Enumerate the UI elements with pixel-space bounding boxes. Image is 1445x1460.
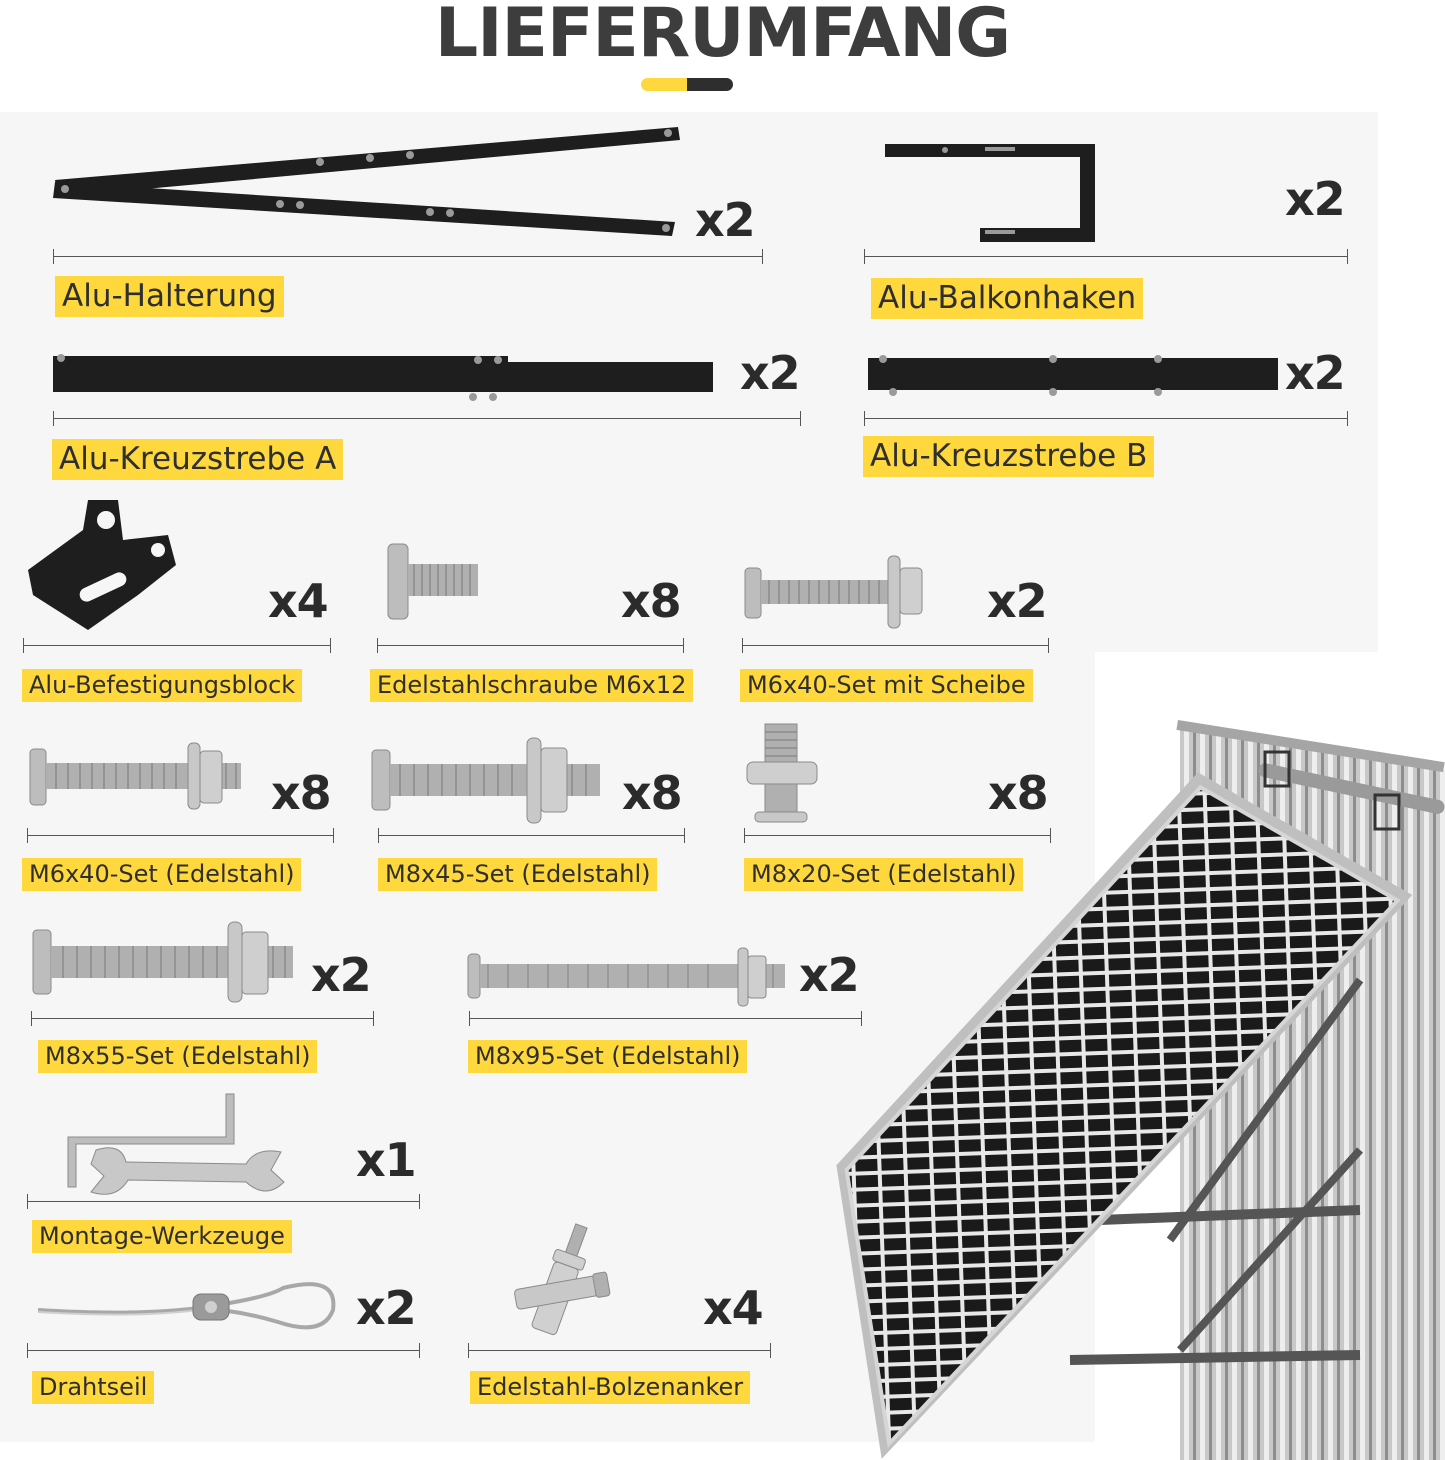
dimension-line <box>53 418 801 419</box>
alu-bracket-icon <box>50 122 685 242</box>
item-label: M8x20-Set (Edelstahl) <box>744 858 1023 891</box>
item-count: x2 <box>1285 172 1345 226</box>
item-label: M6x40-Set mit Scheibe <box>740 669 1033 702</box>
item-count: x2 <box>987 574 1047 628</box>
dimension-line <box>468 1350 771 1351</box>
wrench-key-icon <box>66 1092 291 1197</box>
item-count: x2 <box>356 1281 416 1335</box>
item-label: Alu-Halterung <box>55 276 284 317</box>
item-count: x2 <box>740 346 800 400</box>
balcony-hook-icon <box>885 142 1100 247</box>
dimension-line <box>744 835 1051 836</box>
dimension-line <box>27 835 334 836</box>
mounting-block-icon <box>28 495 178 635</box>
short-screw-icon <box>388 544 483 619</box>
bolt-set-icon <box>30 743 245 811</box>
item-count: x2 <box>799 948 859 1002</box>
dimension-line <box>864 256 1348 257</box>
anchor-bolt-icon <box>500 1222 620 1337</box>
item-label: Montage-Werkzeuge <box>32 1220 292 1253</box>
item-label: Alu-Kreuzstrebe A <box>52 439 343 480</box>
item-count: x2 <box>695 193 755 247</box>
long-bolt-icon <box>468 948 788 1008</box>
item-label: M6x40-Set (Edelstahl) <box>22 858 301 891</box>
dimension-line <box>23 645 331 646</box>
dimension-line <box>27 1201 420 1202</box>
item-count: x8 <box>988 766 1048 820</box>
item-label: Alu-Kreuzstrebe B <box>863 436 1154 477</box>
item-label: M8x55-Set (Edelstahl) <box>38 1040 317 1073</box>
title-underline-dark <box>687 78 733 91</box>
item-count: x1 <box>356 1133 416 1187</box>
dimension-line <box>27 1350 420 1351</box>
item-label: Edelstahl-Bolzenanker <box>470 1371 750 1404</box>
item-count: x8 <box>621 574 681 628</box>
bolt-washer-icon <box>745 556 930 631</box>
item-label: Alu-Befestigungsblock <box>22 669 302 702</box>
item-count: x8 <box>622 766 682 820</box>
cross-strut-a-icon <box>53 352 713 407</box>
page-title: LIEFERUMFANG <box>434 0 1011 73</box>
short-bolt-nut-icon <box>745 724 820 824</box>
item-label: M8x45-Set (Edelstahl) <box>378 858 657 891</box>
item-label: M8x95-Set (Edelstahl) <box>468 1040 747 1073</box>
item-count: x8 <box>271 766 331 820</box>
dimension-line <box>864 418 1348 419</box>
dimension-line <box>53 256 763 257</box>
wire-rope-icon <box>38 1282 338 1340</box>
item-count: x2 <box>1285 346 1345 400</box>
item-count: x4 <box>268 574 328 628</box>
dimension-line <box>378 835 685 836</box>
balcony-solar-panel-illustration <box>800 700 1445 1460</box>
title-underline-yellow <box>641 78 689 91</box>
item-count: x2 <box>311 948 371 1002</box>
item-label: Drahtseil <box>32 1371 154 1404</box>
bolt-set-icon <box>33 922 298 1004</box>
dimension-line <box>31 1018 374 1019</box>
item-count: x4 <box>703 1281 763 1335</box>
cross-strut-b-icon <box>868 354 1278 399</box>
dimension-line <box>377 645 684 646</box>
item-label: Edelstahlschraube M6x12 <box>370 669 693 702</box>
dimension-line <box>742 645 1049 646</box>
bolt-set-icon <box>372 738 604 823</box>
dimension-line <box>469 1018 862 1019</box>
item-label: Alu-Balkonhaken <box>871 278 1143 319</box>
